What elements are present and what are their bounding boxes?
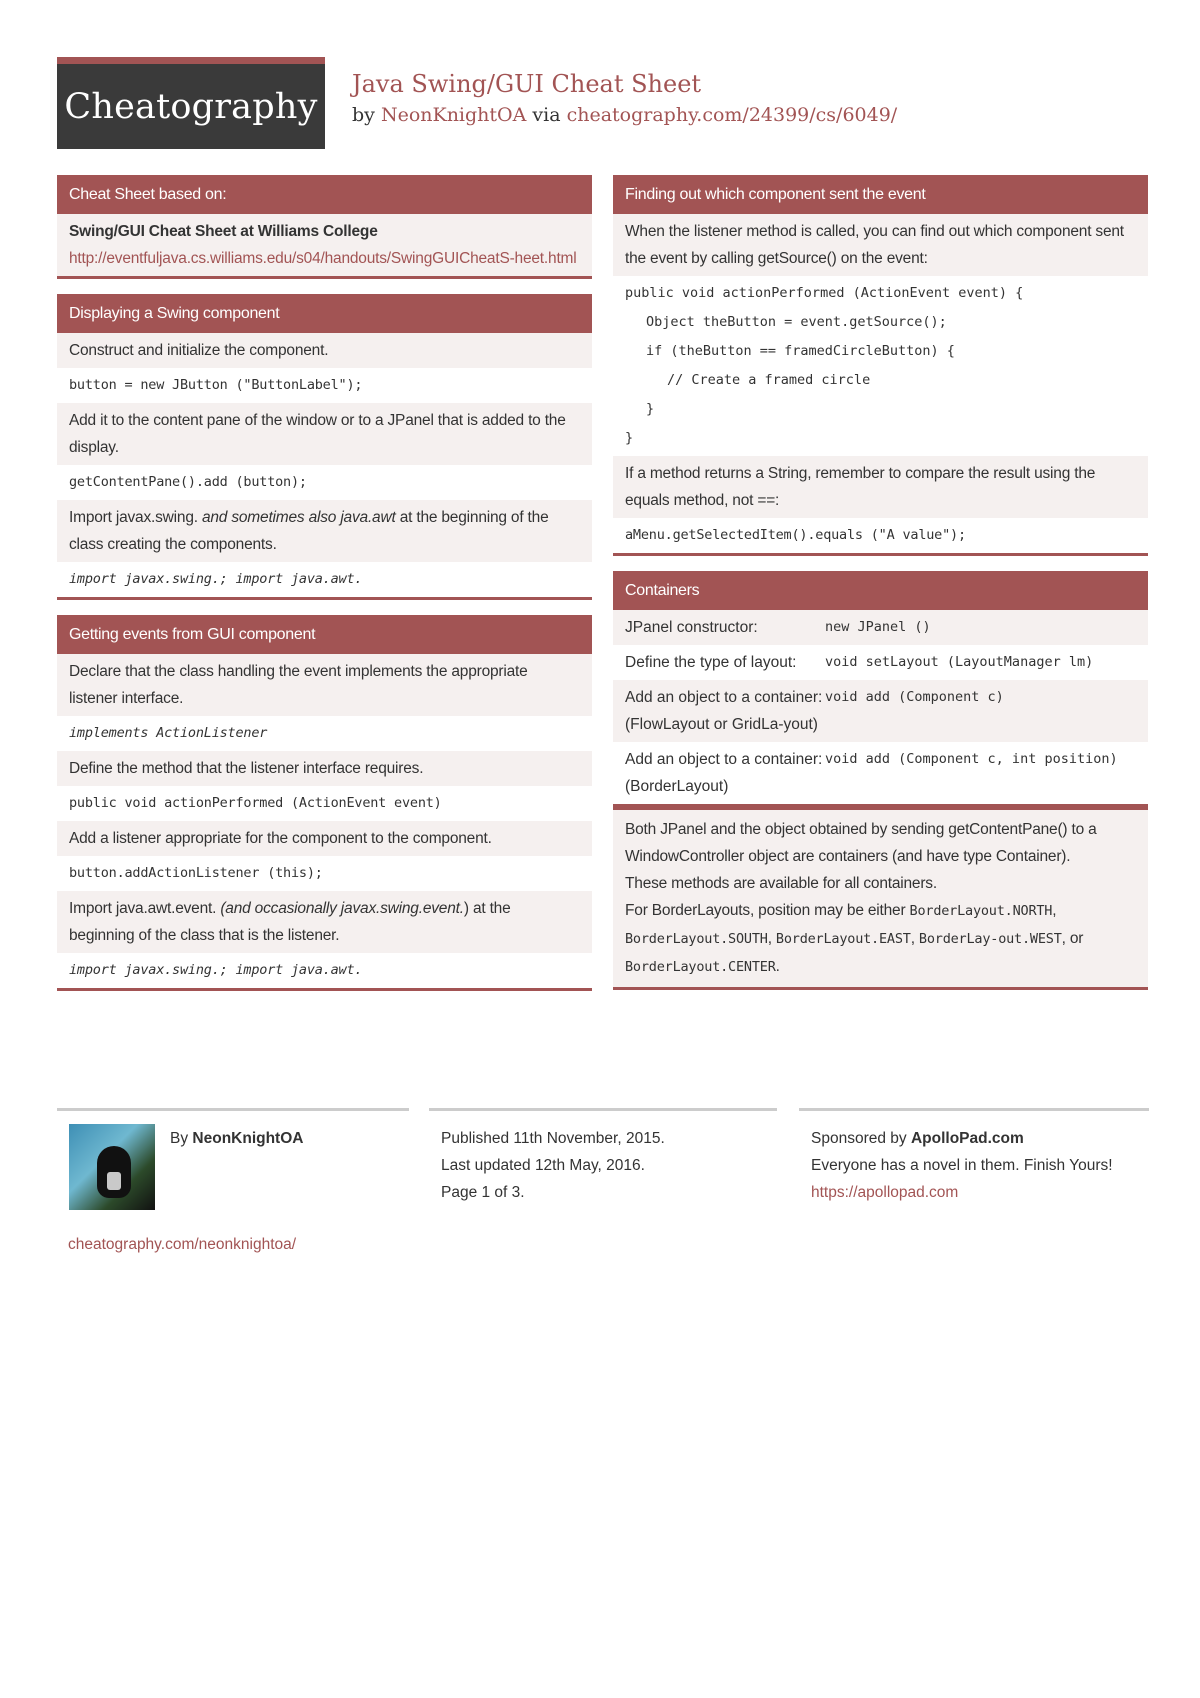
row-key: Define the type of layout:	[625, 654, 797, 671]
cheatography-logo[interactable]: Cheatography	[57, 57, 325, 149]
code-center: BorderLayout.CENTER	[625, 959, 776, 975]
row-value: void setLayout (LayoutManager lm)	[825, 654, 1094, 670]
box-containers	[613, 571, 1148, 807]
profile-link[interactable]: cheatography.com/neonknightoa/	[68, 1236, 297, 1253]
avatar[interactable]	[69, 1124, 155, 1210]
based-on-link[interactable]: http://eventfuljava.cs.williams.edu/s04/handouts/SwingGUICheatS-heet.html	[69, 250, 577, 267]
code-line: // Create a framed circle	[667, 372, 871, 388]
row-key: JPanel constructor:	[625, 619, 758, 636]
import-text: Import javax.swing.	[69, 509, 198, 526]
footer-author-name[interactable]: NeonKnightOA	[192, 1130, 304, 1147]
import-italic: (and occasionally javax.swing.event.	[220, 900, 464, 917]
row-text: Add it to the content pane of the window or to a JPanel that is added to the display.	[57, 403, 592, 465]
author-link[interactable]: NeonKnightOA	[380, 104, 527, 126]
note-text: For BorderLayouts, position may be either	[625, 902, 906, 919]
row-code: import javax.swing.; import java.awt.	[69, 962, 363, 978]
page-number: Page 1 of 3.	[441, 1184, 525, 1201]
footer-by-author	[170, 1125, 303, 1152]
note-line: These methods are available for all containers.	[625, 875, 937, 892]
row-text: Add a listener appropriate for the component to the component.	[57, 821, 592, 856]
import-rest: ) at the beginning of the class that is the listener.	[69, 900, 511, 944]
row-value: new JPanel ()	[825, 619, 931, 635]
sponsor-url[interactable]: https://apollopad.com	[811, 1184, 959, 1201]
footer-sponsor	[799, 1108, 1149, 1206]
import-text: Import java.awt.event.	[69, 900, 217, 917]
based-on-text: Swing/GUI Cheat Sheet at Williams College	[69, 223, 378, 240]
box-containers-note	[613, 807, 1148, 990]
note-line: Both JPanel and the object obtained by sending getContentPane() to a WindowController object are containers (and have type Container).	[625, 821, 1097, 865]
code-west: BorderLay-out.WEST	[918, 931, 1062, 947]
row-text: Declare that the class handling the event implements the appropriate listener interface.	[57, 654, 592, 716]
row-value: void add (Component c)	[825, 689, 1004, 705]
row-key	[625, 746, 825, 800]
code-north: BorderLayout.NORTH	[909, 903, 1053, 919]
note-line: For BorderLayouts, position may be either BorderLayout.NORTH, BorderLayout.SOUTH, BorderLayout.EAST, BorderLay-out.WEST, or BorderLayout.CENTER.	[625, 902, 1084, 975]
footer-dates	[429, 1108, 777, 1206]
left-column	[57, 175, 592, 1006]
code-line: Object theButton = event.getSource();	[646, 314, 947, 330]
container-row	[613, 610, 1148, 645]
container-row	[613, 680, 1148, 742]
or-text: or	[1069, 930, 1084, 947]
row-code: public void actionPerformed (ActionEvent event)	[69, 795, 442, 811]
box-based-on	[57, 175, 592, 279]
footer-author	[57, 1108, 409, 1275]
byline	[352, 104, 897, 126]
import-italic: and sometimes also java.awt	[201, 509, 396, 526]
box-heading: Containers	[613, 571, 1148, 610]
box-events	[57, 615, 592, 991]
via-label: via	[532, 104, 561, 126]
container-row	[613, 645, 1148, 680]
box-displaying	[57, 294, 592, 600]
title-block	[352, 70, 897, 126]
row-text: Construct and initialize the component.	[57, 333, 592, 368]
code-line: if (theButton == framedCircleButton) {	[646, 343, 955, 359]
sheet-url-link[interactable]: cheatography.com/24399/cs/6049/	[566, 104, 898, 126]
row-text: If a method returns a String, remember to compare the result using the equals method, not ==:	[613, 456, 1148, 518]
right-column	[613, 175, 1148, 1005]
box-heading: Cheat Sheet based on:	[57, 175, 592, 214]
sponsor-name[interactable]: ApolloPad.com	[910, 1130, 1024, 1147]
box-heading: Getting events from GUI component	[57, 615, 592, 654]
note-content	[613, 810, 1148, 987]
row-key-sub: (FlowLayout or GridLa-yout)	[625, 716, 818, 733]
row-code: import javax.swing.; import java.awt.	[69, 571, 363, 587]
row-code: implements ActionListener	[69, 725, 268, 741]
by-prefix: By	[170, 1130, 189, 1147]
row-key-sub: (BorderLayout)	[625, 778, 729, 795]
row-key-main: Add an object to a container:	[625, 751, 823, 768]
box-which-component	[613, 175, 1148, 556]
row-code: button = new JButton ("ButtonLabel");	[69, 377, 363, 393]
row-code: getContentPane().add (button);	[69, 474, 307, 490]
code-line: }	[625, 430, 634, 446]
sponsored-prefix: Sponsored by	[811, 1130, 907, 1147]
row-key-main: Add an object to a container:	[625, 689, 823, 706]
row-text	[57, 891, 592, 953]
sponsor-text: Everyone has a novel in them. Finish Yours!	[811, 1157, 1113, 1174]
container-row	[613, 742, 1148, 804]
updated-date: Last updated 12th May, 2016.	[441, 1157, 645, 1174]
code-east: BorderLayout.EAST	[775, 931, 911, 947]
import-rest: at the beginning of the class creating the components.	[69, 509, 549, 553]
based-on-content	[57, 214, 592, 276]
sponsor-line	[811, 1125, 1149, 1152]
row-key	[625, 684, 825, 738]
by-label: by	[352, 104, 375, 126]
row-text	[57, 500, 592, 562]
box-heading: Displaying a Swing component	[57, 294, 592, 333]
code-south: BorderLayout.SOUTH	[625, 931, 768, 947]
code-line: }	[646, 401, 655, 417]
row-text: When the listener method is called, you can find out which component sent the event by calling getSource() on the event:	[613, 214, 1148, 276]
page-title: Java Swing/GUI Cheat Sheet	[352, 70, 702, 98]
code-line: public void actionPerformed (ActionEvent event) {	[625, 285, 1024, 301]
avatar-detail	[107, 1172, 121, 1190]
published-date: Published 11th November, 2015.	[441, 1130, 665, 1147]
code-block	[613, 276, 1148, 456]
box-heading: Finding out which component sent the event	[613, 175, 1148, 214]
row-code: aMenu.getSelectedItem().equals ("A value");	[625, 527, 966, 543]
row-value: void add (Component c, int position)	[825, 751, 1118, 767]
row-text: Define the method that the listener interface requires.	[57, 751, 592, 786]
row-code: button.addActionListener (this);	[69, 865, 323, 881]
